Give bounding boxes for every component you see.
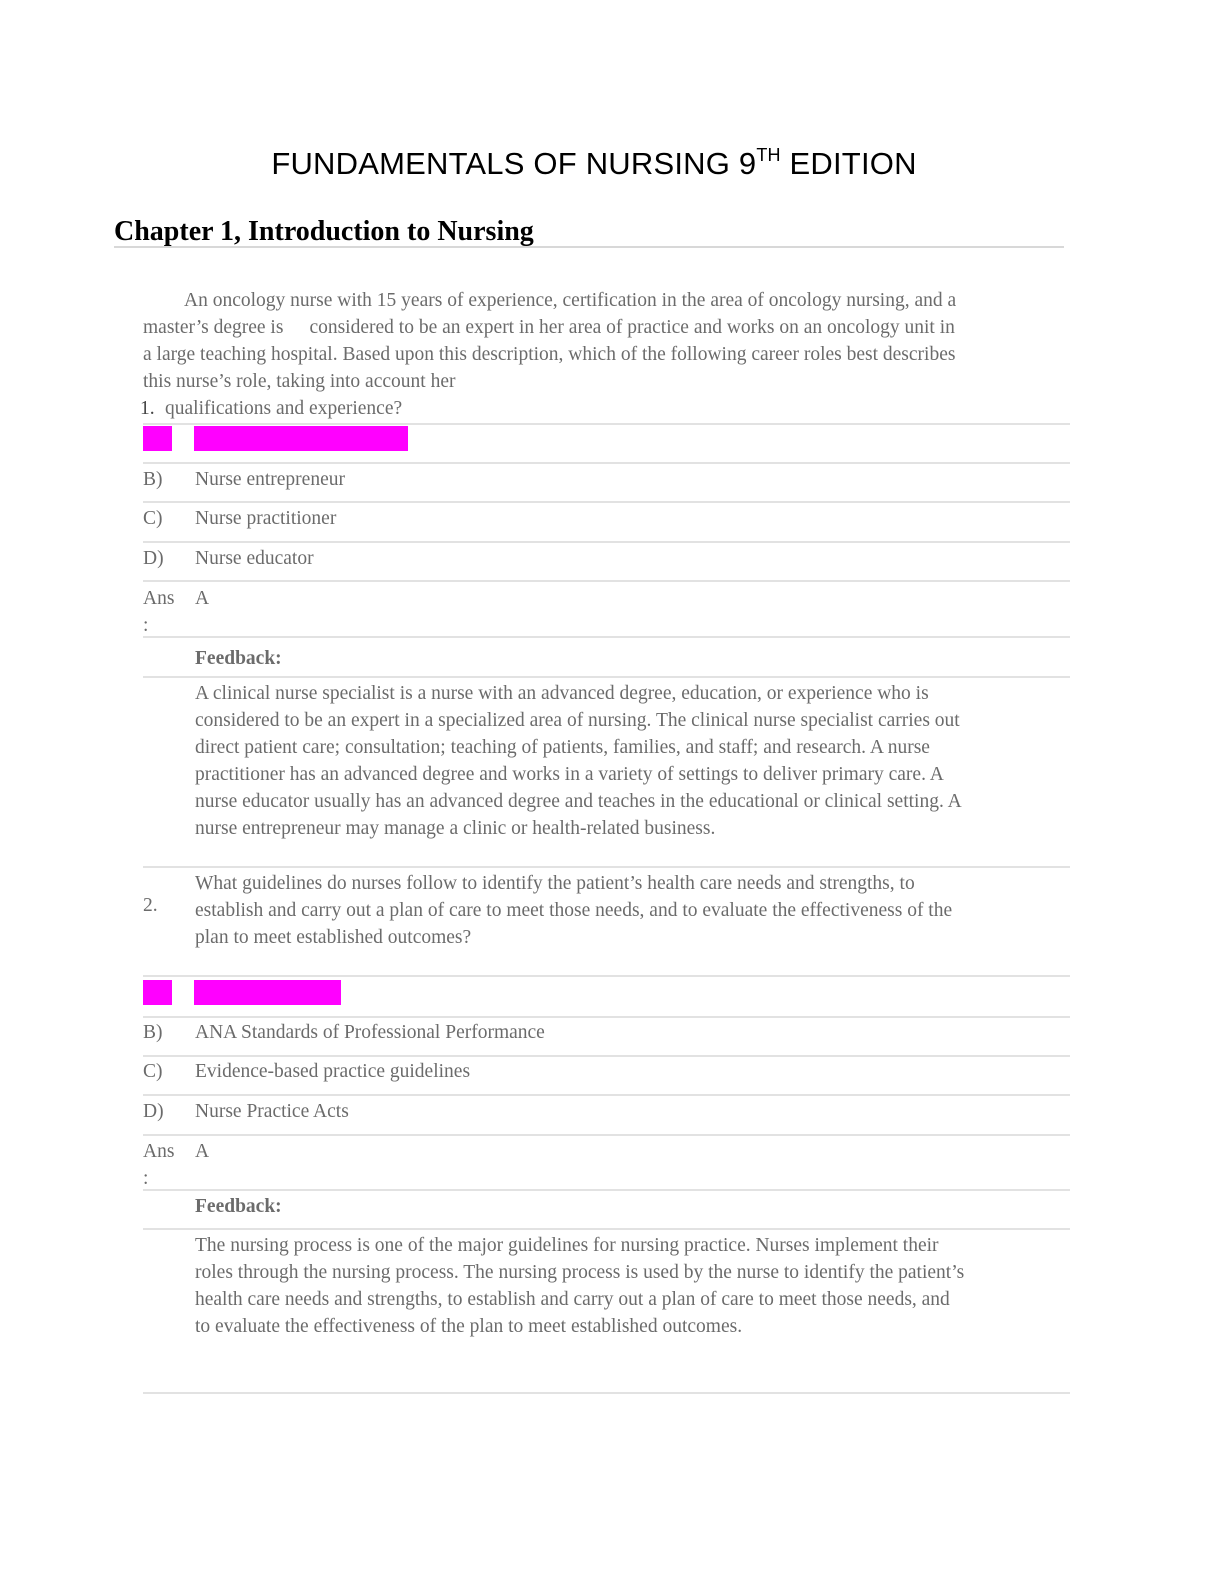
feedback-label: Feedback: xyxy=(195,648,282,669)
option-text[interactable]: Nurse Practice Acts xyxy=(195,1101,349,1122)
answer-value: A xyxy=(195,588,210,609)
table-rule xyxy=(143,1228,1070,1230)
answer-label: Ans : xyxy=(143,588,175,636)
option-letter[interactable]: A) xyxy=(143,982,164,1003)
question-2-text: What guidelines do nurses follow to identify the patient’s health care needs and strengths, to establish and carry out a plan of care to meet those needs, and to evaluate the effectiveness of the plan to meet established outcomes? xyxy=(195,873,953,948)
question-1-number: 1. xyxy=(140,398,155,419)
option-text-highlighted[interactable]: Nursing process xyxy=(195,982,322,1003)
option-letter[interactable]: C) xyxy=(143,508,163,529)
table-rule xyxy=(143,1134,1070,1136)
option-letter[interactable]: A) xyxy=(143,428,164,449)
chapter-rule xyxy=(114,246,1064,248)
option-text[interactable]: Nurse educator xyxy=(195,548,314,569)
title-end: EDITION xyxy=(780,146,917,181)
chapter-heading: Chapter 1, Introduction to Nursing xyxy=(114,216,534,247)
table-rule xyxy=(143,462,1070,464)
table-rule xyxy=(143,866,1070,868)
table-rule xyxy=(143,1016,1070,1018)
option-letter[interactable]: D) xyxy=(143,548,164,569)
feedback-text: A clinical nurse specialist is a nurse with an advanced degree, education, or experience who is considered to be an expert in a specialized area of nursing. The clinical nurse specialist carries out direct patient care; consultation; teaching of patients, families, and staff; and research. A nurse practitioner has an advanced degree and works in a variety of settings to deliver primary care. A nurse educator usually has an advanced degree and teaches in the educational or clinical setting. A nurse entrepreneur may manage a clinic or health-related business. xyxy=(195,683,962,839)
document-title xyxy=(0,146,1188,182)
answer-label: Ans : xyxy=(143,1141,175,1189)
option-letter[interactable]: D) xyxy=(143,1101,164,1122)
table-rule xyxy=(143,1094,1070,1096)
feedback-label: Feedback: xyxy=(195,1196,282,1217)
question-1-last-line: 1. qualifications and experience? xyxy=(140,395,402,422)
option-text[interactable]: Nurse entrepreneur xyxy=(195,469,345,490)
answer-value: A xyxy=(195,1141,210,1162)
table-rule xyxy=(143,580,1070,582)
table-rule xyxy=(143,1392,1070,1394)
question-2-number: 2. xyxy=(143,895,158,916)
question-1-line: a large teaching hospital. Based upon this description, which of the following career roles best describes xyxy=(143,344,956,365)
table-rule xyxy=(143,501,1070,503)
table-rule xyxy=(143,541,1070,543)
table-rule xyxy=(143,1189,1070,1191)
feedback-text: The nursing process is one of the major guidelines for nursing practice. Nurses implement their roles through the nursing process. The nursing process is used by the nurse to identify the patient’s health care needs and strengths, to establish and carry out a plan of care to meet those needs, and to evaluate the effectiveness of the plan to meet established outcomes. xyxy=(195,1235,965,1337)
option-text[interactable]: Nurse practitioner xyxy=(195,508,337,529)
title-superscript: TH xyxy=(756,145,781,165)
question-1-line: master’s degree is considered to be an expert in her area of practice and works on an oncology unit in xyxy=(143,317,955,338)
table-rule xyxy=(143,636,1070,638)
option-text-highlighted[interactable]: Clinical nurse specialist xyxy=(195,428,382,449)
question-1-text xyxy=(143,287,1058,395)
option-letter[interactable]: B) xyxy=(143,1022,163,1043)
title-main: FUNDAMENTALS OF NURSING 9 xyxy=(271,146,757,181)
option-text[interactable]: Evidence-based practice guidelines xyxy=(195,1061,471,1082)
option-letter[interactable]: B) xyxy=(143,469,163,490)
table-rule xyxy=(143,975,1070,977)
option-text[interactable]: ANA Standards of Professional Performance xyxy=(195,1022,545,1043)
option-letter[interactable]: C) xyxy=(143,1061,163,1082)
question-1-line: An oncology nurse with 15 years of experience, certification in the area of oncology nursing, and a xyxy=(184,290,957,311)
question-1-line: this nurse’s role, taking into account her xyxy=(143,371,456,392)
table-rule xyxy=(143,676,1070,678)
table-rule xyxy=(143,1055,1070,1057)
